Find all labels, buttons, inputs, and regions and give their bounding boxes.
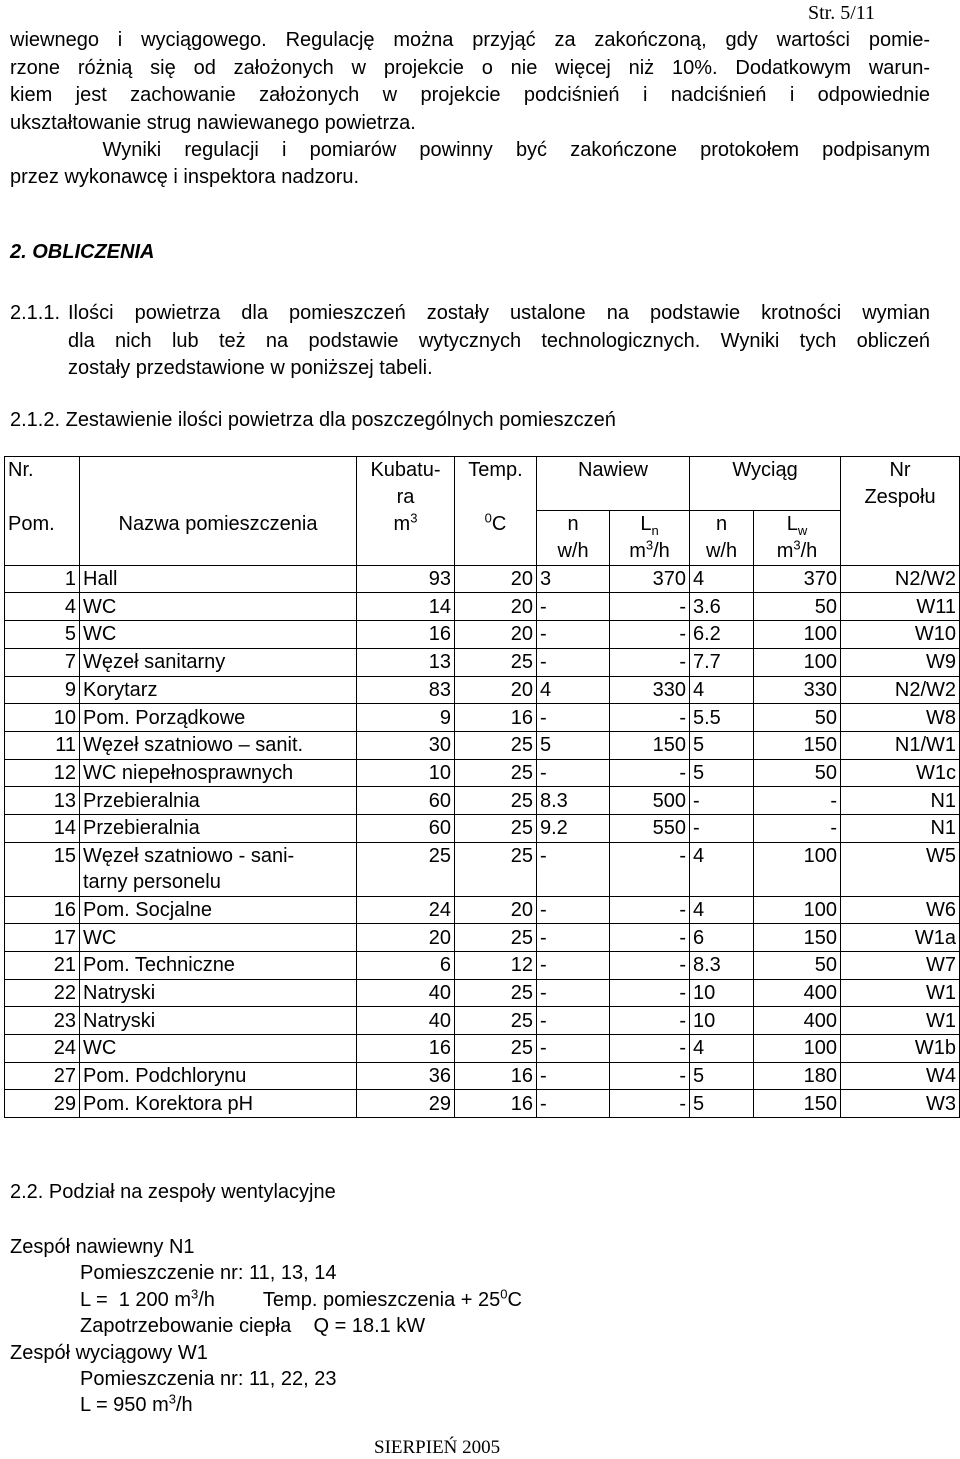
cell-kubatura: 40 <box>357 1007 455 1035</box>
header-nr: Nr. <box>5 457 80 484</box>
section-heading: 2. OBLICZENIA <box>10 241 155 263</box>
cell-temp: 20 <box>455 676 537 704</box>
cell-kubatura: 40 <box>357 979 455 1007</box>
cell-name: Przebieralnia <box>80 787 357 815</box>
para-211-line-1: Ilości powietrza dla pomieszczeń zostały ustalone na podstawie krotności wymian <box>68 302 930 324</box>
cell-zespol: W9 <box>841 648 960 676</box>
cell-zespol: W1c <box>841 759 960 787</box>
cell-name: Węzeł sanitarny <box>80 648 357 676</box>
footer-date: SIERPIEŃ 2005 <box>374 1437 501 1458</box>
cell-nawiew-l: - <box>610 1062 690 1090</box>
result-line-2: przez wykonawcę i inspektora nadzoru. <box>10 166 360 188</box>
cell-name: Natryski <box>80 979 357 1007</box>
cell-wyciag-l: 150 <box>754 924 841 952</box>
header-zespol-2: Zespołu <box>841 484 960 511</box>
cell-nr: 9 <box>5 676 80 704</box>
cell-kubatura: 29 <box>357 1090 455 1118</box>
cell-kubatura: 25 <box>357 842 455 896</box>
cell-name: Natryski <box>80 1007 357 1035</box>
cell-name: Pom. Socjalne <box>80 896 357 924</box>
cell-nawiew-n: - <box>537 593 610 621</box>
cell-zespol: W6 <box>841 896 960 924</box>
cell-wyciag-n: 6 <box>690 924 754 952</box>
header-wyciag: Wyciąg <box>690 457 841 484</box>
cell-nawiew-n: - <box>537 1062 610 1090</box>
para-211-number: 2.1.1. <box>10 302 61 324</box>
cell-wyciag-l: 50 <box>754 593 841 621</box>
cell-nawiew-n: 4 <box>537 676 610 704</box>
n1-flow-temp: L = 1 200 $m^3/h$ Temp. pomieszczenia + $25^0C$ <box>80 1286 522 1311</box>
para-22: 2.2. Podział na zespoły wentylacyjne <box>10 1181 336 1203</box>
cell-nawiew-n: 8.3 <box>537 787 610 815</box>
cell-kubatura: 10 <box>357 759 455 787</box>
cell-name: Węzeł szatniowo – sanit. <box>80 731 357 759</box>
w1-flow: L = 950 $m^3/h$ <box>80 1391 193 1416</box>
cell-nr: 23 <box>5 1007 80 1035</box>
intro-line-4: ukształtowanie strug nawiewanego powietrza. <box>10 112 416 134</box>
page-number: Str. 5/11 <box>808 2 876 24</box>
cell-nawiew-l: - <box>610 704 690 732</box>
air-volume-table <box>4 456 960 1118</box>
cell-wyciag-l: 400 <box>754 979 841 1007</box>
cell-nawiew-l: 500 <box>610 787 690 815</box>
cell-nr: 16 <box>5 896 80 924</box>
cell-name: WC <box>80 621 357 649</box>
intro-line-2: rzone różnią się od założonych w projekcie o nie więcej niż 10%. Dodatkowym warun- <box>10 57 930 79</box>
table-row <box>5 842 960 896</box>
header-wyciag-n-unit: w/h <box>690 538 754 565</box>
table-row <box>5 1007 960 1035</box>
header-blank <box>455 538 537 565</box>
cell-temp: 25 <box>455 1007 537 1035</box>
cell-temp: 25 <box>455 731 537 759</box>
cell-wyciag-n: 5 <box>690 759 754 787</box>
cell-zespol: W7 <box>841 952 960 980</box>
cell-nr: 22 <box>5 979 80 1007</box>
header-kubatura-2: ra <box>357 484 455 511</box>
cell-name: Korytarz <box>80 676 357 704</box>
cell-temp: 16 <box>455 1090 537 1118</box>
cell-zespol: W1b <box>841 1035 960 1063</box>
cell-kubatura: 20 <box>357 924 455 952</box>
cell-nr: 15 <box>5 842 80 896</box>
cell-wyciag-l: 330 <box>754 676 841 704</box>
cell-wyciag-l: 50 <box>754 704 841 732</box>
para-211-line-3: zostały przedstawione w poniższej tabeli. <box>68 357 433 379</box>
cell-zespol: W4 <box>841 1062 960 1090</box>
cell-wyciag-n: 10 <box>690 1007 754 1035</box>
cell-nawiew-l: - <box>610 1035 690 1063</box>
cell-name: WC niepełnosprawnych <box>80 759 357 787</box>
cell-wyciag-l: 50 <box>754 952 841 980</box>
cell-nr: 21 <box>5 952 80 980</box>
header-nawiew-l-unit: $m^3/h$ <box>610 538 690 565</box>
cell-zespol: W1a <box>841 924 960 952</box>
cell-name: WC <box>80 593 357 621</box>
n1-rooms: Pomieszczenie nr: 11, 13, 14 <box>80 1262 337 1284</box>
cell-wyciag-l: 50 <box>754 759 841 787</box>
header-blank <box>537 484 690 511</box>
header-wyciag-n: n <box>690 511 754 538</box>
cell-wyciag-l: 100 <box>754 648 841 676</box>
header-blank <box>841 511 960 538</box>
cell-nawiew-n: 3 <box>537 565 610 593</box>
cell-wyciag-n: 10 <box>690 979 754 1007</box>
result-line-1: Wyniki regulacji i pomiarów powinny być zakończone protokołem podpisanym <box>10 139 930 161</box>
cell-wyciag-l: 150 <box>754 731 841 759</box>
cell-nawiew-n: 9.2 <box>537 814 610 842</box>
header-wyciag-l: $L_w$ <box>754 511 841 538</box>
header-wyciag-l-unit: $m^3/h$ <box>754 538 841 565</box>
cell-nr: 29 <box>5 1090 80 1118</box>
w1-title: Zespół wyciągowy W1 <box>10 1342 208 1364</box>
table-row <box>5 731 960 759</box>
cell-nawiew-l: - <box>610 896 690 924</box>
cell-nawiew-l: 150 <box>610 731 690 759</box>
cell-temp: 12 <box>455 952 537 980</box>
n1-title: Zespół nawiewny N1 <box>10 1236 195 1258</box>
cell-temp: 25 <box>455 787 537 815</box>
cell-nawiew-l: - <box>610 648 690 676</box>
cell-wyciag-l: 400 <box>754 1007 841 1035</box>
cell-wyciag-n: 5 <box>690 731 754 759</box>
cell-wyciag-n: 8.3 <box>690 952 754 980</box>
header-nawiew-n: n <box>537 511 610 538</box>
cell-nawiew-l: - <box>610 842 690 896</box>
cell-zespol: N1 <box>841 814 960 842</box>
w1-rooms: Pomieszczenia nr: 11, 22, 23 <box>80 1368 337 1390</box>
cell-kubatura: 16 <box>357 1035 455 1063</box>
cell-zespol: W3 <box>841 1090 960 1118</box>
cell-nawiew-n: - <box>537 979 610 1007</box>
cell-zespol: W1 <box>841 979 960 1007</box>
cell-wyciag-n: 5 <box>690 1090 754 1118</box>
cell-nawiew-l: - <box>610 621 690 649</box>
table-row <box>5 648 960 676</box>
cell-nawiew-n: - <box>537 648 610 676</box>
cell-wyciag-n: 5 <box>690 1062 754 1090</box>
header-kubatura-unit: $m^3$ <box>357 511 455 538</box>
header-blank <box>357 538 455 565</box>
cell-kubatura: 60 <box>357 814 455 842</box>
header-zespol-1: Nr <box>841 457 960 484</box>
header-pom: Pom. <box>5 511 80 538</box>
cell-zespol: W1 <box>841 1007 960 1035</box>
cell-temp: 20 <box>455 621 537 649</box>
cell-nawiew-l: - <box>610 952 690 980</box>
cell-nawiew-l: - <box>610 1007 690 1035</box>
cell-temp: 25 <box>455 979 537 1007</box>
cell-wyciag-n: 4 <box>690 676 754 704</box>
cell-nr: 4 <box>5 593 80 621</box>
cell-nr: 13 <box>5 787 80 815</box>
cell-wyciag-n: 4 <box>690 1035 754 1063</box>
table-row <box>5 759 960 787</box>
table-row <box>5 621 960 649</box>
cell-nawiew-n: - <box>537 704 610 732</box>
cell-nr: 27 <box>5 1062 80 1090</box>
table-row <box>5 924 960 952</box>
cell-wyciag-n: 7.7 <box>690 648 754 676</box>
cell-wyciag-l: 150 <box>754 1090 841 1118</box>
cell-wyciag-l: 370 <box>754 565 841 593</box>
cell-nr: 5 <box>5 621 80 649</box>
cell-kubatura: 83 <box>357 676 455 704</box>
cell-wyciag-n: 5.5 <box>690 704 754 732</box>
cell-wyciag-n: 4 <box>690 842 754 896</box>
header-blank <box>690 484 841 511</box>
header-blank <box>5 538 80 565</box>
cell-kubatura: 6 <box>357 952 455 980</box>
cell-name: Pom. Korektora pH <box>80 1090 357 1118</box>
header-nawiew-n-unit: w/h <box>537 538 610 565</box>
table-row <box>5 979 960 1007</box>
cell-name: Pom. Podchlorynu <box>80 1062 357 1090</box>
cell-zespol: N2/W2 <box>841 565 960 593</box>
header-kubatura-1: Kubatu- <box>357 457 455 484</box>
cell-name: Węzeł szatniowo - sani- tarny personelu <box>80 842 357 896</box>
intro-line-3: kiem jest zachowanie założonych w projekcie podciśnień i nadciśnień i odpowiednie <box>10 84 930 106</box>
cell-wyciag-n: 4 <box>690 565 754 593</box>
n1-heat: Zapotrzebowanie ciepła Q = 18.1 kW <box>80 1315 426 1337</box>
table-row <box>5 565 960 593</box>
cell-temp: 16 <box>455 704 537 732</box>
cell-nawiew-n: 5 <box>537 731 610 759</box>
cell-wyciag-l: 180 <box>754 1062 841 1090</box>
cell-kubatura: 13 <box>357 648 455 676</box>
cell-temp: 25 <box>455 842 537 896</box>
table-row <box>5 676 960 704</box>
header-blank <box>455 484 537 511</box>
cell-nr: 7 <box>5 648 80 676</box>
cell-temp: 20 <box>455 593 537 621</box>
cell-name: Pom. Porządkowe <box>80 704 357 732</box>
cell-nawiew-l: 370 <box>610 565 690 593</box>
cell-kubatura: 36 <box>357 1062 455 1090</box>
cell-kubatura: 60 <box>357 787 455 815</box>
cell-nawiew-n: - <box>537 1090 610 1118</box>
cell-zespol: N1 <box>841 787 960 815</box>
table-row <box>5 952 960 980</box>
cell-nawiew-l: 550 <box>610 814 690 842</box>
cell-temp: 25 <box>455 1035 537 1063</box>
cell-zespol: W8 <box>841 704 960 732</box>
cell-kubatura: 14 <box>357 593 455 621</box>
cell-nawiew-l: - <box>610 759 690 787</box>
table-row <box>5 814 960 842</box>
cell-wyciag-n: 4 <box>690 896 754 924</box>
cell-wyciag-l: 100 <box>754 621 841 649</box>
header-blank <box>841 538 960 565</box>
cell-name: WC <box>80 924 357 952</box>
cell-temp: 25 <box>455 648 537 676</box>
cell-wyciag-n: - <box>690 787 754 815</box>
cell-zespol: W10 <box>841 621 960 649</box>
cell-nawiew-n: - <box>537 621 610 649</box>
cell-name: Hall <box>80 565 357 593</box>
cell-kubatura: 93 <box>357 565 455 593</box>
para-211-line-2: dla nich lub też na podstawie wytycznych technologicznych. Wyniki tych obliczeń <box>68 330 930 352</box>
table-row <box>5 896 960 924</box>
header-temp: Temp. <box>455 457 537 484</box>
cell-nr: 11 <box>5 731 80 759</box>
cell-nr: 1 <box>5 565 80 593</box>
header-blank <box>80 484 357 511</box>
cell-name: Przebieralnia <box>80 814 357 842</box>
cell-nr: 17 <box>5 924 80 952</box>
cell-kubatura: 9 <box>357 704 455 732</box>
cell-temp: 16 <box>455 1062 537 1090</box>
cell-name: WC <box>80 1035 357 1063</box>
cell-temp: 25 <box>455 814 537 842</box>
cell-kubatura: 16 <box>357 621 455 649</box>
cell-nawiew-n: - <box>537 924 610 952</box>
cell-temp: 25 <box>455 759 537 787</box>
table-row <box>5 787 960 815</box>
table-row <box>5 1035 960 1063</box>
cell-nawiew-n: - <box>537 952 610 980</box>
cell-nawiew-n: - <box>537 896 610 924</box>
cell-wyciag-l: - <box>754 787 841 815</box>
cell-nr: 24 <box>5 1035 80 1063</box>
cell-temp: 20 <box>455 896 537 924</box>
header-nawiew-l: $L_n$ <box>610 511 690 538</box>
table-row <box>5 593 960 621</box>
cell-kubatura: 24 <box>357 896 455 924</box>
cell-nawiew-l: - <box>610 1090 690 1118</box>
cell-name: Pom. Techniczne <box>80 952 357 980</box>
cell-nr: 12 <box>5 759 80 787</box>
cell-wyciag-l: 100 <box>754 842 841 896</box>
header-nawiew: Nawiew <box>537 457 690 484</box>
cell-wyciag-n: 6.2 <box>690 621 754 649</box>
header-name: Nazwa pomieszczenia <box>80 511 357 538</box>
cell-nawiew-l: - <box>610 924 690 952</box>
cell-zespol: W11 <box>841 593 960 621</box>
cell-wyciag-l: 100 <box>754 1035 841 1063</box>
cell-nawiew-n: - <box>537 1007 610 1035</box>
cell-nr: 10 <box>5 704 80 732</box>
header-blank <box>5 484 80 511</box>
cell-wyciag-n: - <box>690 814 754 842</box>
cell-zespol: W5 <box>841 842 960 896</box>
cell-wyciag-l: - <box>754 814 841 842</box>
table-row <box>5 704 960 732</box>
table-row <box>5 1062 960 1090</box>
header-temp-unit: $^0$C <box>455 511 537 538</box>
cell-temp: 20 <box>455 565 537 593</box>
cell-nawiew-n: - <box>537 759 610 787</box>
cell-kubatura: 30 <box>357 731 455 759</box>
cell-nawiew-l: - <box>610 593 690 621</box>
cell-temp: 25 <box>455 924 537 952</box>
cell-wyciag-n: 3.6 <box>690 593 754 621</box>
cell-nawiew-n: - <box>537 842 610 896</box>
table-row <box>5 1090 960 1118</box>
header-empty <box>80 457 357 484</box>
para-212: 2.1.2. Zestawienie ilości powietrza dla poszczególnych pomieszczeń <box>10 409 616 431</box>
cell-nr: 14 <box>5 814 80 842</box>
cell-zespol: N2/W2 <box>841 676 960 704</box>
cell-nawiew-l: 330 <box>610 676 690 704</box>
cell-nawiew-l: - <box>610 979 690 1007</box>
cell-zespol: N1/W1 <box>841 731 960 759</box>
cell-nawiew-n: - <box>537 1035 610 1063</box>
header-blank <box>80 538 357 565</box>
cell-wyciag-l: 100 <box>754 896 841 924</box>
intro-line-1: wiewnego i wyciągowego. Regulację można przyjąć za zakończoną, gdy wartości pomie- <box>10 29 930 51</box>
